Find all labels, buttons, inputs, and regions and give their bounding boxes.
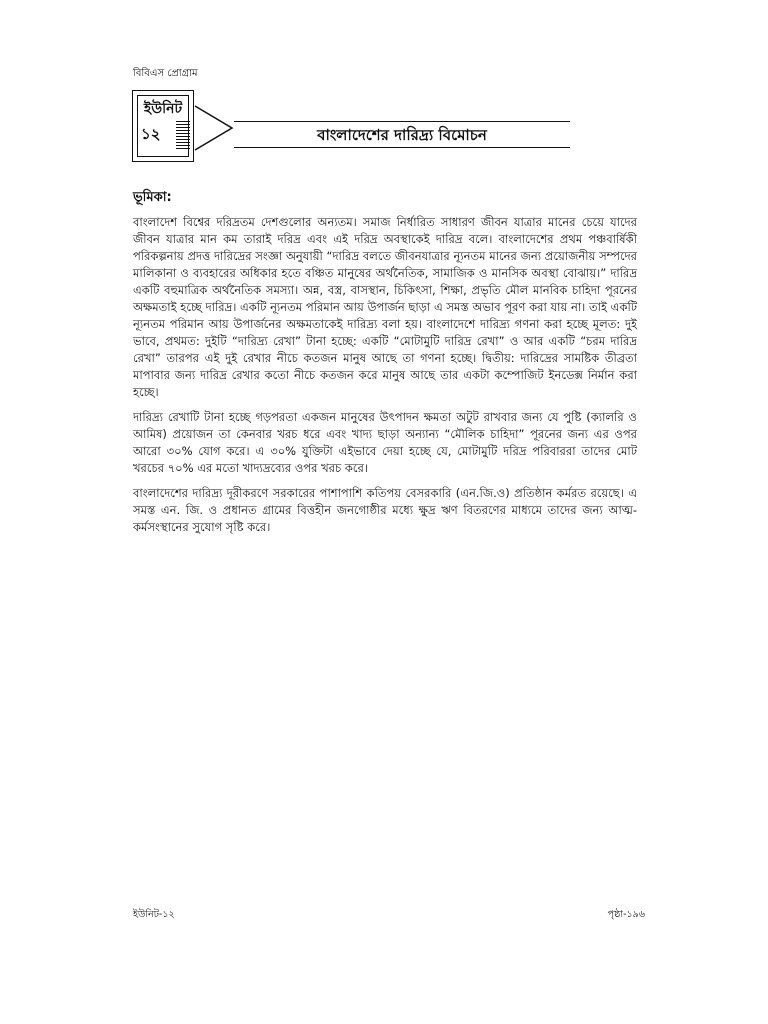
paragraph-2: দারিদ্র্য রেখাটি টানা হচ্ছে গড়পরতা একজন মানুষের উৎপাদন ক্ষমতা অটুট রাখবার জন্য যে পুষ্টি (ক্যালরি ও আমিষ) প্রয়োজন তা কেনবার খরচ ধরে এবং খাদ্য ছাড়া অন্যান্য “মৌলিক চাহিদা” পূরনের জন্য এর ওপর আরো ৩০% যোগ করে। এ ৩০% যুক্তিটা এইভাবে দেয়া হচ্ছে যে, মোটামুটি দরিদ্র পরিবাররা তাদের মোট খরচের ৭০% এর মতো খাদ্যদ্রব্যের ওপর খরচ করে। <box>133 410 637 475</box>
title-arrow-icon <box>194 104 234 152</box>
footer-unit: ইউনিট-১২ <box>133 909 175 920</box>
paragraph-3: বাংলাদেশের দারিদ্র্য দূরীকরণে সরকারের পাশাপাশি কতিপয় বেসরকারি (এন.জি.ও) প্রতিষ্ঠান কর্মরত রয়েছে। এ সমস্ত এন. জি. ও প্রধানত গ্রামের বিত্তহীন জনগোষ্ঠীর মধ্যে ক্ষুদ্র ঋণ বিতরণের মাধ্যমে তাদের জন্য আত্ম-কর্মসংস্থানের সুযোগ সৃষ্টি করে। <box>133 486 637 534</box>
title-rule-bottom <box>234 147 570 148</box>
footer-page-number: পৃষ্ঠা-১৯৬ <box>607 909 645 920</box>
paragraph-1: বাংলাদেশ বিশ্বের দরিদ্রতম দেশগুলোর অন্যতম। সমাজ নির্ধারিত সাধারণ জীবন যাত্রার মানের চেয়ে যাদের জীবন যাত্রার মান কম তারাই দরিদ্র এবং এই দরিদ্র অবস্থাকেই দারিদ্র বলে। বাংলাদেশের প্রথম পঞ্চবার্ষিকী পরিকল্পনায় প্রদত্ত দারিদ্রের সংজ্ঞা অনুযায়ী “দারিদ্র বলতে জীবনযাত্রার ন্যূনতম মানের জন্য প্রয়োজনীয় সম্পদের মালিকানা ও ব্যবহারের অধিকার হতে বঞ্চিত মানুষের অর্থনৈতিক, সামাজিক ও মানসিক অবস্থা বোঝায়।” দারিদ্র একটি বহুমাত্রিক অর্থনৈতিক সমস্যা। অন্ন, বস্ত্র, বাসস্থান, চিকিৎসা, শিক্ষা, প্রভৃতি মৌল মানবিক চাহিদা পূরনের অক্ষমতাই হচ্ছে দারিদ্র। একটি ন্যূনতম পরিমান আয় উপার্জন ছাড়া এ সমস্ত অভাব পূরণ করা যায় না। তাই একটি ন্যূনতম পরিমান আয় উপার্জনের অক্ষমতাকেই দারিদ্র্য বলা হয়। বাংলাদেশে দারিদ্র্য গণনা করা হচ্ছে মূলত: দুই ভাবে, প্রথমত: দুইটি “দারিদ্র্য রেখা” টানা হচ্ছে: একটি “মোটামুটি দারিদ্র রেখা” ও আর একটি “চরম দারিদ্র রেখা” তারপর এই দুই রেখার নীচে কতজন মানুষ আছে তা গণনা হচ্ছে। দ্বিতীয়: দারিদ্রের সামষ্টিক তীব্রতা মাপাবার জন্য দারিদ্র রেখার কতো নীচে কতজন করে মানুষ আছে তার একটা কম্পোজিট ইনডেক্স নির্মান করা হচ্ছে। <box>133 215 637 399</box>
section-heading: ভূমিকা: <box>133 190 172 205</box>
unit-number: ১২ <box>141 125 161 143</box>
body-text <box>133 214 637 544</box>
program-header: বিবিএস প্রোগ্রাম <box>133 68 198 79</box>
chapter-title: বাংলাদেশের দারিদ্র্য বিমোচন <box>317 126 487 144</box>
unit-badge-lines <box>176 121 190 151</box>
title-rule-top <box>234 121 570 122</box>
unit-label: ইউনিট <box>143 101 183 117</box>
unit-badge <box>132 90 194 162</box>
